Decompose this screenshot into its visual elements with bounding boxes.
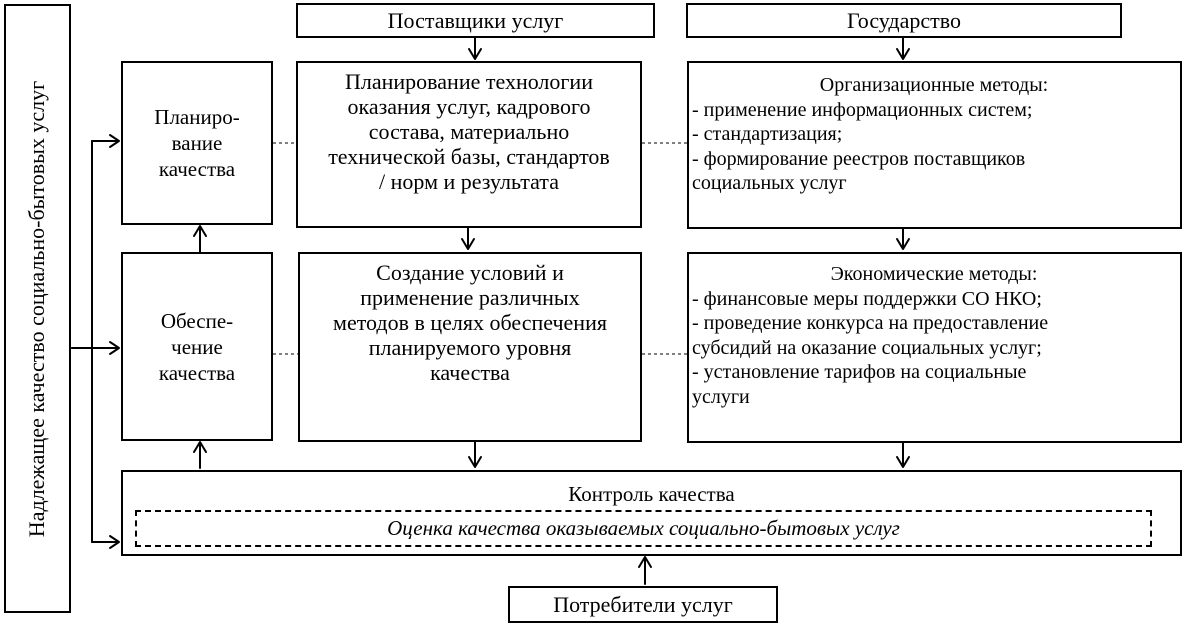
consumers-label: Потребители услуг bbox=[553, 592, 733, 617]
quality-planning-box bbox=[121, 61, 273, 225]
arrow-planning-to-assurance bbox=[462, 228, 474, 249]
economic-method-1: - финансовые меры поддержки СО НКО; bbox=[692, 287, 1042, 310]
creating-conditions-line-2: применение различных bbox=[360, 285, 580, 310]
economic-methods-box bbox=[687, 252, 1182, 443]
creating-conditions-box bbox=[298, 252, 642, 442]
creating-conditions-line-1: Создание условий и bbox=[376, 260, 564, 285]
quality-planning-line-1: Планиро- bbox=[154, 105, 240, 129]
state-box bbox=[686, 3, 1122, 38]
creating-conditions-line-3: методов в целях обеспечения bbox=[333, 310, 607, 335]
organizational-method-4: социальных услуг bbox=[692, 172, 847, 195]
arrow-control-to-assurance bbox=[194, 442, 206, 468]
economic-method-2: - проведение конкурса на предоставление bbox=[692, 312, 1049, 335]
quality-control-title: Контроль качества bbox=[568, 482, 735, 506]
planning-technology-line-4: технической базы, стандартов bbox=[328, 144, 610, 169]
organizational-method-1: - применение информационных систем; bbox=[692, 98, 1033, 121]
quality-assurance-box bbox=[121, 252, 273, 441]
planning-technology-line-5: / норм и результата bbox=[379, 169, 559, 194]
quality-assurance-line-2: чение bbox=[171, 334, 223, 359]
arrow-econ-to-control bbox=[897, 443, 909, 467]
creating-conditions-line-5: качества bbox=[430, 360, 510, 385]
creating-conditions-line-4: планируемого уровня bbox=[368, 335, 572, 360]
quality-goal-label: Надлежащее качество социально-бытовых услуг bbox=[24, 80, 49, 538]
quality-assurance-line-3: качества bbox=[158, 360, 236, 385]
organizational-method-2: - стандартизация; bbox=[692, 123, 843, 146]
organizational-method-3: - формирование реестров поставщиков bbox=[692, 147, 1026, 170]
consumers-box bbox=[508, 586, 778, 623]
arrow-consumers-to-control bbox=[639, 557, 651, 584]
planning-technology-box bbox=[296, 61, 642, 228]
quality-planning-line-2: вание bbox=[171, 131, 223, 155]
arrow-to-planning bbox=[92, 135, 119, 147]
quality-planning-line-3: качества bbox=[158, 157, 236, 181]
arrow-providers-to-planning bbox=[469, 38, 481, 59]
arrow-to-control bbox=[92, 536, 119, 548]
state-label: Государство bbox=[847, 8, 961, 33]
planning-technology-line-2: оказания услуг, кадрового bbox=[347, 94, 591, 119]
quality-assurance-line-1: Обеспе- bbox=[160, 308, 234, 333]
arrow-to-assurance bbox=[72, 342, 119, 354]
economic-method-5: услуги bbox=[692, 385, 750, 408]
arrow-assurance-to-control bbox=[469, 442, 481, 467]
arrow-org-to-econ bbox=[897, 229, 909, 249]
organizational-methods-box bbox=[687, 61, 1182, 229]
arrow-assurance-to-planning bbox=[194, 226, 206, 252]
providers-label: Поставщики услуг bbox=[387, 8, 564, 33]
planning-technology-line-3: состава, материально bbox=[368, 119, 570, 144]
organizational-methods-title: Организационные методы: bbox=[819, 74, 1049, 96]
providers-box bbox=[296, 3, 655, 38]
connector-left-trunk bbox=[72, 141, 92, 542]
economic-method-3: субсидий на оказание социальных услуг; bbox=[692, 336, 1042, 359]
arrow-state-to-org bbox=[897, 38, 909, 59]
economic-method-4: - установление тарифов на социальные bbox=[692, 361, 1027, 384]
quality-assessment-box bbox=[135, 510, 1152, 547]
economic-methods-title: Экономические методы: bbox=[830, 263, 1038, 285]
planning-technology-line-1: Планирование технологии bbox=[345, 69, 593, 94]
quality-assessment-label: Оценка качества оказываемых социально-бытовых услуг bbox=[387, 516, 900, 540]
